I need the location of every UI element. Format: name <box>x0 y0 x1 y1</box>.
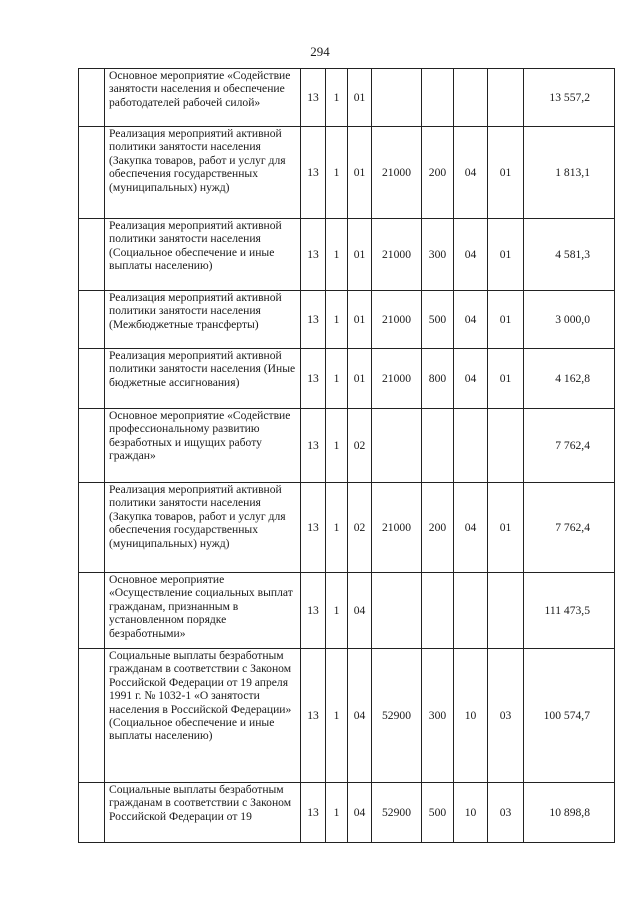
budget-table-body <box>79 69 615 843</box>
code-cell-2: 1 <box>326 409 348 483</box>
code-cell-2: 1 <box>326 219 348 291</box>
code-cell-7 <box>488 69 524 127</box>
code-cell-6: 04 <box>454 127 488 219</box>
row-name: Основное мероприятие «Содействие профессиональному развитию безработных и ищущих работу граждан» <box>105 409 301 483</box>
code-cell-5 <box>422 69 454 127</box>
blank-cell <box>79 649 105 783</box>
code-cell-7: 03 <box>488 649 524 783</box>
code-cell-6: 04 <box>454 219 488 291</box>
table-row <box>79 127 615 219</box>
code-cell-1: 13 <box>301 219 326 291</box>
code-cell-1: 13 <box>301 349 326 409</box>
code-cell-1: 13 <box>301 291 326 349</box>
amount-cell: 1 813,1 <box>524 127 615 219</box>
table-row <box>79 783 615 843</box>
code-cell-3: 01 <box>348 69 372 127</box>
table-row <box>79 291 615 349</box>
code-cell-4: 21000 <box>372 219 422 291</box>
amount-cell: 100 574,7 <box>524 649 615 783</box>
code-cell-5: 200 <box>422 127 454 219</box>
code-cell-4: 52900 <box>372 783 422 843</box>
code-cell-6 <box>454 69 488 127</box>
blank-cell <box>79 291 105 349</box>
code-cell-6: 10 <box>454 783 488 843</box>
blank-cell <box>79 127 105 219</box>
amount-cell: 4 162,8 <box>524 349 615 409</box>
row-name: Реализация мероприятий активной политики занятости населения (Закупка товаров, работ и услуг для обеспечения государственных (муниципальных) нужд) <box>105 483 301 573</box>
code-cell-1: 13 <box>301 69 326 127</box>
code-cell-7 <box>488 409 524 483</box>
table-row <box>79 483 615 573</box>
blank-cell <box>79 219 105 291</box>
code-cell-2: 1 <box>326 783 348 843</box>
code-cell-5: 200 <box>422 483 454 573</box>
blank-cell <box>79 69 105 127</box>
table-row <box>79 219 615 291</box>
blank-cell <box>79 483 105 573</box>
code-cell-1: 13 <box>301 573 326 649</box>
code-cell-3: 04 <box>348 649 372 783</box>
row-name: Реализация мероприятий активной политики занятости населения (Иные бюджетные ассигнования) <box>105 349 301 409</box>
code-cell-4: 21000 <box>372 349 422 409</box>
code-cell-5: 500 <box>422 783 454 843</box>
blank-cell <box>79 349 105 409</box>
code-cell-2: 1 <box>326 483 348 573</box>
code-cell-5: 300 <box>422 649 454 783</box>
blank-cell <box>79 409 105 483</box>
code-cell-7: 01 <box>488 483 524 573</box>
amount-cell: 4 581,3 <box>524 219 615 291</box>
code-cell-7: 01 <box>488 349 524 409</box>
table-row <box>79 349 615 409</box>
code-cell-3: 01 <box>348 219 372 291</box>
code-cell-4: 21000 <box>372 483 422 573</box>
code-cell-1: 13 <box>301 127 326 219</box>
amount-cell: 7 762,4 <box>524 483 615 573</box>
amount-cell: 7 762,4 <box>524 409 615 483</box>
code-cell-7: 01 <box>488 219 524 291</box>
code-cell-5 <box>422 573 454 649</box>
page-number: 294 <box>310 44 330 59</box>
table-row <box>79 409 615 483</box>
code-cell-2: 1 <box>326 127 348 219</box>
code-cell-4: 21000 <box>372 291 422 349</box>
code-cell-7: 01 <box>488 291 524 349</box>
row-name: Основное мероприятие «Содействие занятости населения и обеспечение работодателей рабочей силой» <box>105 69 301 127</box>
row-name: Реализация мероприятий активной политики занятости населения (Межбюджетные трансферты) <box>105 291 301 349</box>
amount-cell: 10 898,8 <box>524 783 615 843</box>
amount-cell: 13 557,2 <box>524 69 615 127</box>
code-cell-2: 1 <box>326 649 348 783</box>
table-row <box>79 649 615 783</box>
code-cell-3: 01 <box>348 127 372 219</box>
code-cell-4: 21000 <box>372 127 422 219</box>
code-cell-2: 1 <box>326 573 348 649</box>
code-cell-2: 1 <box>326 69 348 127</box>
code-cell-2: 1 <box>326 349 348 409</box>
code-cell-6: 04 <box>454 291 488 349</box>
code-cell-5 <box>422 409 454 483</box>
code-cell-6: 04 <box>454 349 488 409</box>
code-cell-3: 01 <box>348 291 372 349</box>
blank-cell <box>79 573 105 649</box>
code-cell-7 <box>488 573 524 649</box>
table-row <box>79 69 615 127</box>
row-name: Реализация мероприятий активной политики занятости населения (Закупка товаров, работ и услуг для обеспечения государственных (муниципальных) нужд) <box>105 127 301 219</box>
code-cell-6 <box>454 409 488 483</box>
code-cell-7: 03 <box>488 783 524 843</box>
code-cell-6 <box>454 573 488 649</box>
budget-table <box>78 68 615 843</box>
row-name: Социальные выплаты безработным гражданам в соответствии с Законом Российской Федерации от 19 <box>105 783 301 843</box>
table-row <box>79 573 615 649</box>
code-cell-4: 52900 <box>372 649 422 783</box>
code-cell-3: 04 <box>348 783 372 843</box>
code-cell-6: 10 <box>454 649 488 783</box>
code-cell-5: 300 <box>422 219 454 291</box>
code-cell-1: 13 <box>301 409 326 483</box>
row-name: Реализация мероприятий активной политики занятости населения (Социальное обеспечение и иные выплаты населению) <box>105 219 301 291</box>
code-cell-5: 500 <box>422 291 454 349</box>
code-cell-1: 13 <box>301 649 326 783</box>
blank-cell <box>79 783 105 843</box>
code-cell-3: 01 <box>348 349 372 409</box>
code-cell-1: 13 <box>301 483 326 573</box>
code-cell-5: 800 <box>422 349 454 409</box>
row-name: Основное мероприятие «Осуществление социальных выплат гражданам, признанным в установленном порядке безработными» <box>105 573 301 649</box>
code-cell-3: 02 <box>348 483 372 573</box>
code-cell-1: 13 <box>301 783 326 843</box>
row-name: Социальные выплаты безработным гражданам в соответствии с Законом Российской Федерации от 19 апреля 1991 г. № 1032-1 «О занятости населения в Российской Федерации» (Социальное обеспечение и иные выплаты населению) <box>105 649 301 783</box>
code-cell-4 <box>372 573 422 649</box>
code-cell-7: 01 <box>488 127 524 219</box>
code-cell-6: 04 <box>454 483 488 573</box>
code-cell-4 <box>372 69 422 127</box>
code-cell-2: 1 <box>326 291 348 349</box>
code-cell-4 <box>372 409 422 483</box>
amount-cell: 3 000,0 <box>524 291 615 349</box>
code-cell-3: 04 <box>348 573 372 649</box>
code-cell-3: 02 <box>348 409 372 483</box>
amount-cell: 111 473,5 <box>524 573 615 649</box>
